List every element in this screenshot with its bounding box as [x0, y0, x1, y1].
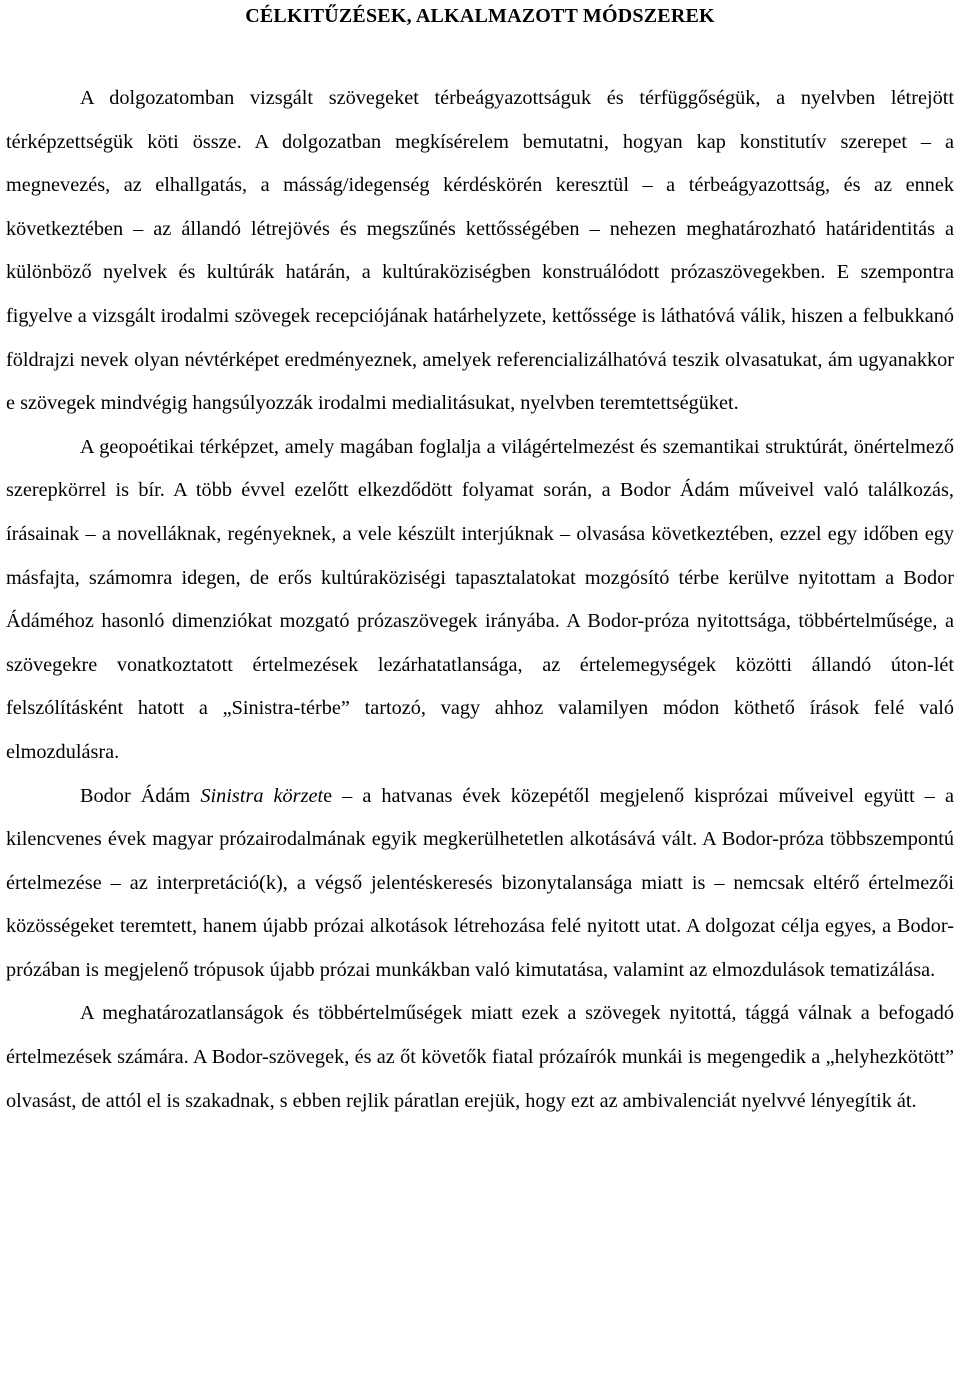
paragraph-3-text-after: e – a hatvanas évek közepétől megjelenő kisprózai műveivel együtt – a kilencvenes évek magyar prózairodalmának egyik megkerülhetetlen alkotásává vált. A Bodor-próza többszempontú értelmezése – az interpretáció(k), a végső jelentéskeresés bizonytalansága miatt is – nemcsak eltérő értelmezői közösségeket teremtett, hanem újabb prózai alkotások létrehozása felé nyitott utat. A dolgozat célja egyes, a Bodor-prózában is megjelenő trópusok újabb prózai munkákban való kimutatása, valamint az elmozdulások tematizálása.	[6, 784, 954, 981]
document-page	[0, 2, 960, 1382]
paragraph-2: A geopoétikai térképzet, amely magában foglalja a világértelmezést és szemantikai struktúrát, önértelmező szerepkörrel is bír. A több évvel ezelőtt elkezdődött folyamat során, a Bodor Ádám műveivel való találkozás, írásainak – a novelláknak, regényeknek, a vele készült interjúknak – olvasása következtében, ezzel egy időben egy másfajta, számomra idegen, de erős kultúraköziségi tapasztalatokat mozgósító térbe kerülve nyitottam a Bodor Ádáméhoz hasonló dimenziókat mozgató prózaszövegek irányába. A Bodor-próza nyitottsága, többértelműsége, a szövegekre vonatkoztatott értelmezések lezárhatatlansága, az értelemegységek közötti állandó úton-lét felszólításként hatott a „Sinistra-térbe” tartozó, vagy ahhoz valamilyen módon köthető írások felé való elmozdulásra.	[6, 435, 954, 763]
book-title-italic: Sinistra körzet	[200, 784, 324, 807]
document-body	[6, 77, 954, 1123]
paragraph-4: A meghatározatlanságok és többértelműségek miatt ezek a szövegek nyitottá, tággá válnak a befogadó értelmezések számára. A Bodor-szövegek, és az őt követők fiatal prózaírók munkái is megengedik a „helyhezkötött” olvasást, de attól el is szakadnak, s ebben rejlik páratlan erejük, hogy ezt az ambivalenciát nyelvvé lényegítik át.	[6, 1002, 954, 1112]
page-title: CÉLKITŰZÉSEK, ALKALMAZOTT MÓDSZEREK	[245, 5, 715, 27]
paragraph-1: A dolgozatomban vizsgált szövegeket térbeágyazottságuk és térfüggőségük, a nyelvben létrejött térképzettségük köti össze. A dolgozatban megkísérelem bemutatni, hogyan kap konstitutív szerepet – a megnevezés, az elhallgatás, a másság/idegenség kérdéskörén keresztül – a térbeágyazottság, és az ennek következtében – az állandó létrejövés és megszűnés kettősségében – nehezen meghatározható határidentitás a különböző nyelvek és kultúrák határán, a kultúraköziségben konstruálódott prózaszövegekben. E szempontra figyelve a vizsgált irodalmi szövegek recepciójának határhelyzete, kettőssége is láthatóvá válik, hiszen a felbukkanó földrajzi nevek olyan névtérképet eredményeznek, amelyek referencializálhatóvá teszik olvasatukat, ám ugyanakkor e szövegek mindvégig hangsúlyozzák irodalmi medialitásukat, nyelvben teremtettségüket.	[6, 87, 954, 415]
paragraph-3-text-before: Bodor Ádám	[80, 784, 201, 807]
paragraph-3	[6, 775, 954, 993]
